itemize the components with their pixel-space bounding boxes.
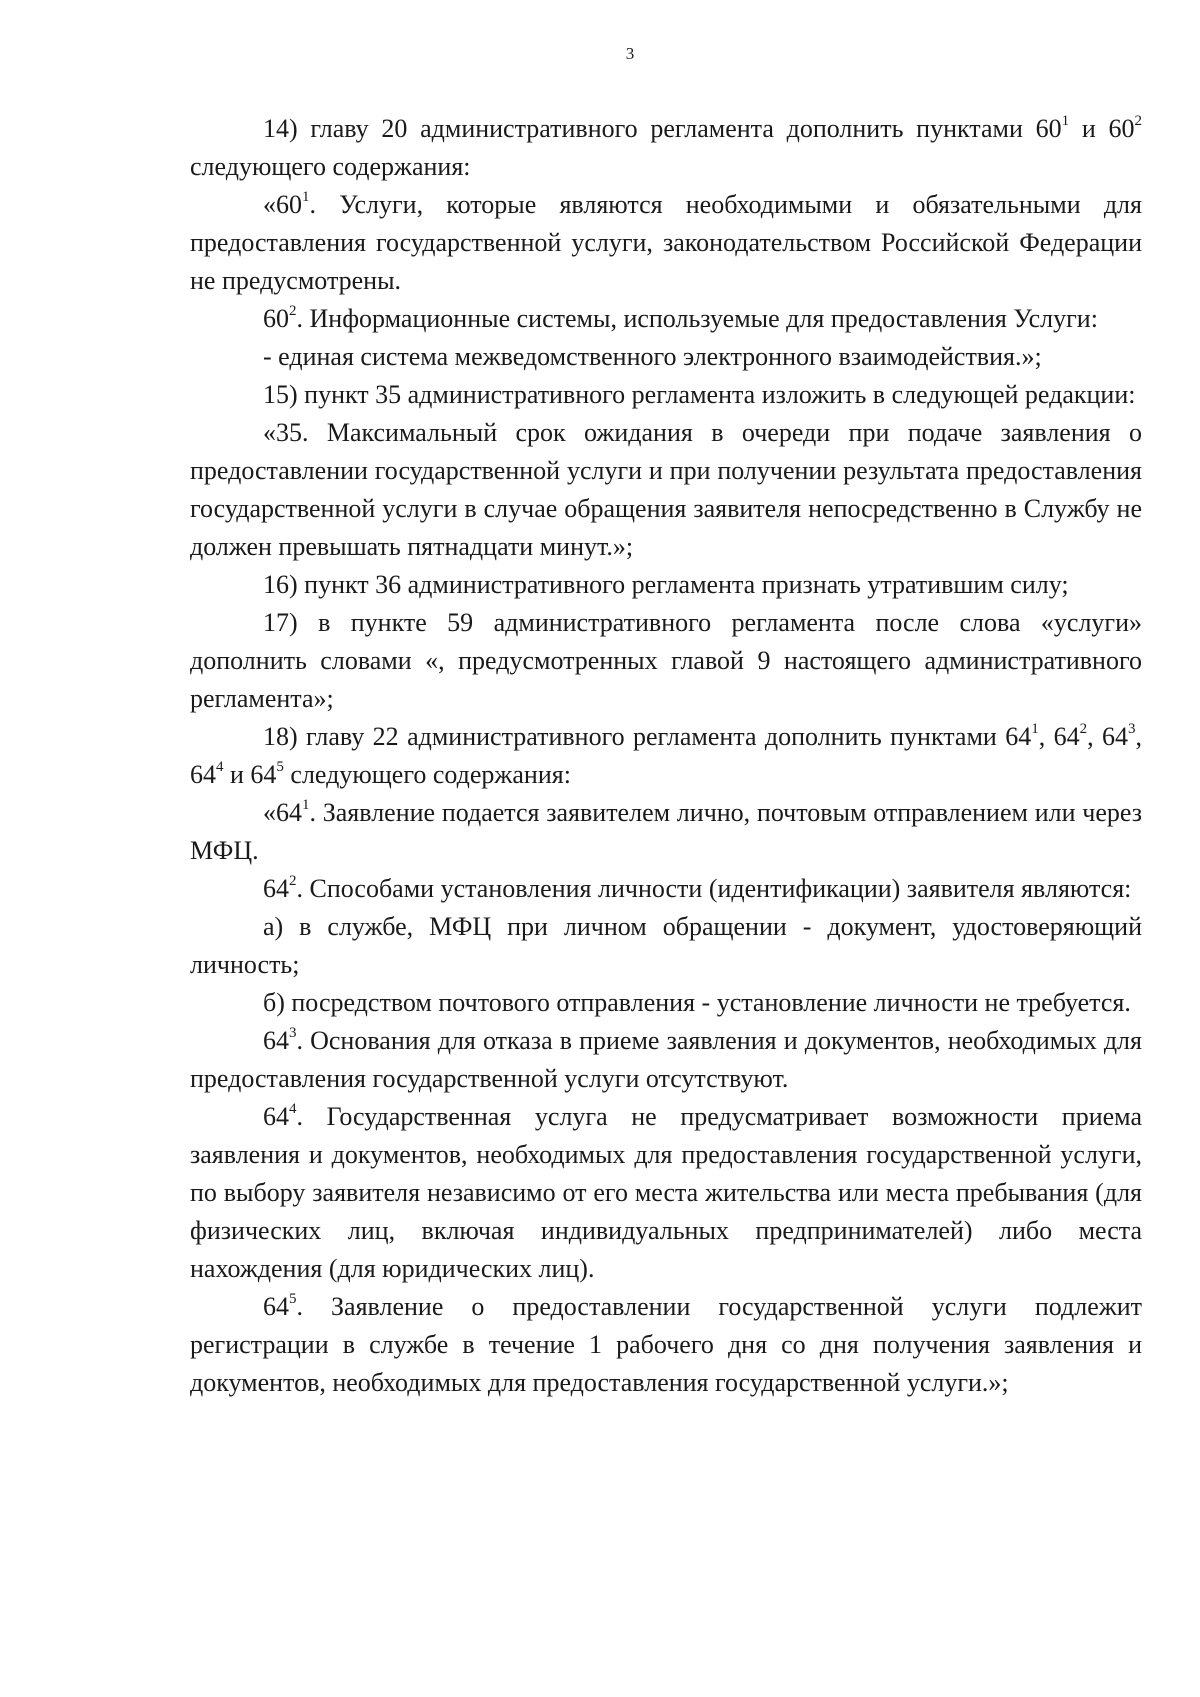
text-run: 18) главу 22 административного регламента дополнить пунктами 64: [263, 722, 1032, 751]
text-run: 60: [263, 304, 289, 333]
text-run: 15) пункт 35 административного регламента изложить в следующей редакции:: [263, 380, 1136, 409]
superscript: 5: [276, 759, 284, 776]
text-run: и 60: [1069, 114, 1135, 143]
text-run: , 64: [190, 722, 1142, 789]
paragraph: [190, 870, 1142, 908]
paragraph: [190, 110, 1142, 186]
paragraph: [190, 300, 1142, 338]
superscript: 5: [289, 1291, 297, 1308]
superscript: 3: [289, 1025, 297, 1042]
superscript: 2: [289, 303, 297, 320]
paragraph: [190, 1022, 1142, 1098]
text-run: . Информационные системы, используемые для предоставления Услуги:: [296, 304, 1098, 333]
document-body: [190, 110, 1142, 1402]
paragraph: [190, 376, 1142, 414]
paragraph: [190, 338, 1142, 376]
paragraph: [190, 718, 1142, 794]
text-run: «60: [263, 190, 302, 219]
superscript: 4: [216, 759, 224, 776]
superscript: 2: [1134, 113, 1142, 130]
text-run: . Заявление подается заявителем лично, почтовым отправлением или через МФЦ.: [190, 798, 1142, 865]
text-run: «64: [263, 798, 302, 827]
text-run: . Заявление о предоставлении государственной услуги подлежит регистрации в службе в течение 1 рабочего дня со дня получения заявления и документов, необходимых для предоставления государственной услуги.»;: [190, 1292, 1142, 1397]
superscript: 2: [289, 873, 297, 890]
text-run: следующего содержания:: [190, 152, 471, 181]
text-run: 64: [263, 874, 289, 903]
text-run: 64: [263, 1026, 289, 1055]
superscript: 2: [1079, 721, 1088, 738]
text-run: , 64: [1087, 722, 1128, 751]
text-run: а) в службе, МФЦ при личном обращении - документ, удостоверяющий личность;: [190, 912, 1142, 979]
paragraph: [190, 984, 1142, 1022]
paragraph: [190, 1288, 1142, 1402]
superscript: 1: [302, 797, 310, 814]
text-run: 64: [263, 1292, 289, 1321]
text-run: . Услуги, которые являются необходимыми и обязательными для предоставления государственной услуги, законодательством Российской Федерации не предусмотрены.: [190, 190, 1142, 295]
paragraph: [190, 414, 1142, 566]
text-run: 64: [263, 1102, 289, 1131]
page-number: 3: [625, 44, 635, 63]
text-run: , 64: [1038, 722, 1080, 751]
paragraph: [190, 794, 1142, 870]
text-run: . Государственная услуга не предусматривает возможности приема заявления и документов, необходимых для предоставления государственной услуги, по выбору заявителя независимо от его места жительства или места пребывания (для физических лиц, включая индивидуальных предпринимателей) либо места нахождения (для юридических лиц).: [190, 1102, 1142, 1283]
text-run: 16) пункт 36 административного регламента признать утратившим силу;: [263, 570, 1069, 599]
paragraph: [190, 604, 1142, 718]
text-run: 17) в пункте 59 административного регламента после слова «услуги» дополнить словами «, предусмотренных главой 9 настоящего административного регламента»;: [190, 608, 1142, 713]
paragraph: [190, 1098, 1142, 1288]
superscript: 4: [289, 1101, 297, 1118]
paragraph: [190, 186, 1142, 300]
superscript: 1: [1031, 721, 1039, 738]
superscript: 1: [1061, 113, 1070, 130]
text-run: «35. Максимальный срок ожидания в очереди при подаче заявления о предоставлении государственной услуги и при получении результата предоставления государственной услуги в случае обращения заявителя непосредственно в Службу не должен превышать пятнадцати минут.»;: [190, 418, 1142, 561]
paragraph: [190, 566, 1142, 604]
superscript: 3: [1128, 721, 1136, 738]
superscript: 1: [302, 189, 310, 206]
text-run: 14) главу 20 административного регламента дополнить пунктами 60: [263, 114, 1062, 143]
text-run: и 64: [223, 760, 277, 789]
text-run: . Способами установления личности (идентификации) заявителя являются:: [296, 874, 1132, 903]
paragraph: [190, 908, 1142, 984]
text-run: - единая система межведомственного электронного взаимодействия.»;: [263, 342, 1042, 371]
text-run: . Основания для отказа в приеме заявления и документов, необходимых для предоставления государственной услуги отсутствуют.: [190, 1026, 1142, 1093]
text-run: б) посредством почтового отправления - установление личности не требуется.: [263, 988, 1131, 1017]
text-run: следующего содержания:: [283, 760, 571, 789]
